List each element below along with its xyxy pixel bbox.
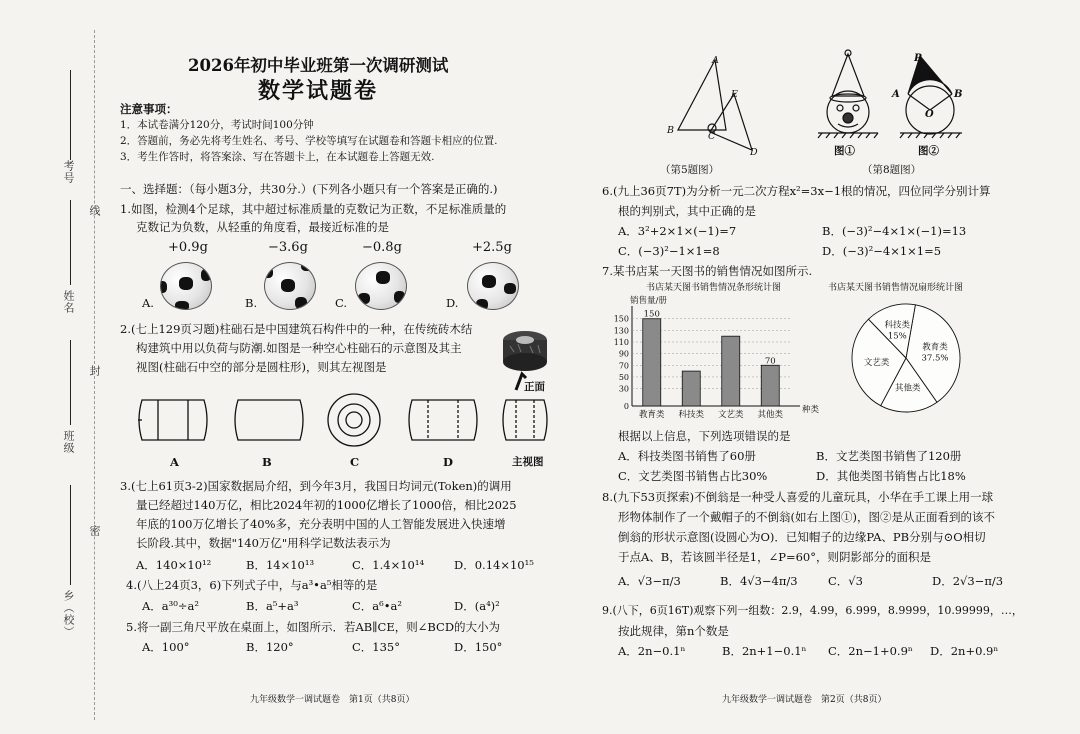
fig8-label-a: A (892, 89, 900, 100)
q9-option-b: B．2n+1−0.1ⁿ (722, 644, 807, 658)
q2-stem-3: 视图(柱础石中空的部分是圆柱形)，则其左视图是 (136, 360, 387, 374)
q7-stem: 7.某书店某一天图书的销售情况如图所示. (602, 264, 813, 278)
q8-option-a: A．√3−π/3 (618, 574, 681, 588)
q8-stem-3: 倒翁的形状示意图(设圆心为O)．已知帽子的边缘PA、PB分别与⊙O相切 (618, 530, 986, 544)
q1-stem-1: 1.如图，检测4个足球，其中超过标准质量的克数记为正数，不足标准质量的 (120, 202, 507, 216)
pie-label: 文艺类 (863, 358, 890, 369)
bar-x-tick-label: 教育类 (638, 410, 665, 420)
q8-stem-4: 于点A、B，若该圆半径是1，∠P=60°，则阴影部分的面积是 (618, 550, 931, 564)
exam-title: 2026年初中毕业班第一次调研测试 (188, 56, 449, 75)
bar-y-tick-label: 70 (618, 361, 629, 371)
q4-option-b: B．a⁵+a³ (246, 599, 299, 613)
fig8-label-o: O (925, 109, 934, 120)
note-3: 3．考生作答时，将答案涂、写在答题卡上，在本试题卷上答题无效. (120, 151, 435, 163)
q2-label-c: C (350, 455, 360, 469)
fig5-label-d: D (750, 147, 758, 158)
bar-chart (600, 292, 830, 428)
q1-mass-c: −0.8g (362, 240, 402, 255)
binding-kaohao: 考号 (62, 160, 75, 184)
bar-x-tick-label: 科技类 (678, 410, 705, 420)
q4-option-a: A．a³⁰÷a² (142, 599, 199, 613)
q7-option-a: A．科技类图书销售了60册 (618, 449, 756, 463)
q8-option-b: B．4√3−4π/3 (720, 574, 798, 588)
bar-其他类 (761, 365, 779, 406)
q7-option-c: C．文艺类图书销售占比30% (618, 469, 768, 483)
fig8-label-b: B (954, 89, 963, 100)
footer-left: 九年级数学一调试题卷 第1页（共8页） (250, 695, 415, 705)
fig8-label-p: P (914, 53, 922, 64)
fig5-label-b: B (667, 125, 674, 136)
q2-stem-1: 2.(七上129页习题)柱础石是中国建筑石构件中的一种，在传统砖木结 (120, 322, 473, 336)
bar-科技类 (682, 371, 700, 406)
fig8-img2: 图② (918, 145, 939, 157)
q1-option-a: A. (142, 296, 154, 310)
bar-y-tick-label: 30 (618, 384, 629, 394)
bar-chart-ylabel: 销售量/册 (630, 296, 667, 306)
bar-y-tick-label: 90 (618, 349, 629, 359)
q8-stem-2: 形物体制作了一个戴帽子的不倒翁(如右上图①)，图②是从正面看到的该不 (618, 510, 995, 524)
q8-option-d: D．2√3−π/3 (932, 574, 1004, 588)
q3-stem-1: 3.(七上61页3-2)国家数据局介绍，到今年3月，我国日均词元(Token)的调用 (120, 479, 512, 493)
soccer-ball-icon (160, 262, 212, 310)
binding-xiangxiao: 乡（校） (62, 590, 75, 638)
section-heading: 一、选择题：（每小题3分，共30分.）(下列各小题只有一个答案是正确的.) (120, 182, 498, 196)
bar-y-tick-label: 130 (613, 326, 629, 336)
pie-label: 其他类 (895, 383, 921, 394)
q1-option-b: B. (245, 296, 258, 310)
q6-option-a: A．3²+2×1×(−1)=7 (618, 224, 737, 238)
soccer-ball-icon (264, 262, 316, 310)
q8-stem-1: 8.(九下53页探索)不倒翁是一种受人喜爱的儿童玩具，小华在手工课上用一球 (602, 490, 994, 504)
q1-option-d: D. (446, 296, 459, 310)
pie-chart (838, 296, 978, 422)
q2-label-b: B (262, 455, 272, 469)
bar-x-tick-label: 其他类 (757, 410, 784, 420)
q6-option-b: B．(−3)²−4×1×(−1)=13 (822, 224, 967, 238)
q2-label-a: A (170, 455, 179, 469)
bar-data-label: 150 (643, 309, 660, 320)
q6-option-d: D．(−3)²−4×1×1=5 (822, 244, 942, 258)
note-1: 1．本试卷满分120分，考试时间100分钟 (120, 119, 314, 131)
exam-subtitle: 数学试题卷 (258, 78, 379, 104)
q3-option-d: D．0.14×10¹⁵ (454, 558, 534, 572)
q5-option-a: A．100° (142, 640, 190, 654)
q6-stem-1: 6.(九上36页7T)为分析一元二次方程x²=3x−1根的情况，四位同学分别计算 (602, 184, 991, 198)
kaohao-blank (70, 70, 71, 160)
q5-option-d: D．150° (454, 640, 503, 654)
q3-stem-2: 量已经超过140万亿，相比2024年初的1000亿增长了1000倍，相比2025 (136, 498, 517, 512)
fig5-label-c: C (708, 131, 716, 142)
bar-教育类 (643, 319, 661, 406)
q9-option-c: C．2n−1+0.9ⁿ (828, 644, 913, 658)
fig8-caption: （第8题图） (862, 164, 922, 176)
front-label: 正面 (524, 381, 545, 393)
bar-文艺类 (722, 336, 740, 406)
soccer-ball-icon (467, 262, 519, 310)
xingming-blank (70, 200, 71, 285)
bar-data-label: 70 (764, 356, 776, 367)
q4-stem: 4.(八上24页3，6)下列式子中，与a³•a⁵相等的是 (126, 578, 378, 592)
q2-view-figures (134, 392, 554, 448)
q2-label-main-view: 主视图 (512, 456, 544, 468)
pie-percent: 37.5% (921, 353, 949, 364)
footer-right: 九年级数学一调试题卷 第2页（共8页） (722, 695, 887, 705)
fig5-label-e: E (731, 89, 738, 100)
binding-banji: 班级 (62, 430, 75, 454)
pie-percent: 15% (887, 331, 907, 342)
q2-stem-2: 构建筑中用以负荷与防潮.如图是一种空心柱础石的示意图及其主 (136, 341, 462, 355)
q3-stem-4: 长阶段.其中，数据"140万亿"用科学记数法表示为 (136, 536, 391, 550)
xiangxiao-blank (70, 485, 71, 585)
q1-stem-2: 克数记为负数，从轻重的角度看，最接近标准的是 (136, 220, 389, 234)
q3-option-a: A．140×10¹² (136, 558, 212, 572)
bar-x-tick-label: 文艺类 (717, 410, 744, 420)
bar-y-tick-label: 110 (613, 338, 629, 347)
q9-stem-1: 9.(八下，6页16T)观察下列一组数：2.9，4.99，6.999，8.9999，10.99999，…， (602, 604, 1023, 617)
q7-option-d: D．其他类图书销售占比18% (816, 469, 966, 483)
bar-chart-xlabel: 种类 (802, 405, 820, 415)
q4-option-d: D．(a⁴)² (454, 599, 500, 613)
q1-mass-d: +2.5g (472, 240, 512, 255)
note-2: 2．答题前，务必先将考生姓名、考号、学校等填写在试题卷和答题卡相应的位置. (120, 135, 498, 147)
fig8-img1: 图① (834, 145, 855, 157)
pie-label: 教育类 (922, 342, 948, 353)
q7-option-b: B．文艺类图书销售了120册 (816, 449, 962, 463)
pie-label: 科技类 (884, 320, 911, 331)
q9-option-d: D．2n+0.9ⁿ (930, 644, 999, 658)
q1-mass-b: −3.6g (268, 240, 308, 255)
binding-mi: 密 (88, 525, 101, 537)
bar-y-tick-label: 150 (613, 314, 629, 324)
q9-stem-2: 按此规律，第n个数是 (618, 624, 729, 638)
binding-xian: 线 (88, 205, 101, 217)
binding-feng: 封 (88, 365, 101, 377)
q3-option-c: C．1.4×10¹⁴ (352, 558, 425, 572)
q5-option-c: C．135° (352, 640, 400, 654)
q5-option-b: B．120° (246, 640, 294, 654)
bar-y-tick-label: 0 (623, 402, 629, 411)
q7-followup: 根据以上信息，下列选项错误的是 (618, 429, 791, 443)
q2-label-d: D (443, 455, 453, 469)
soccer-ball-icon (355, 262, 407, 310)
pie-chart-title: 书店某天图书销售情况扇形统计图 (828, 283, 964, 293)
q5-stem: 5.将一副三角尺平放在桌面上，如图所示．若AB∥CE，则∠BCD的大小为 (126, 620, 501, 634)
q3-stem-3: 年底的100万亿增长了40%多，充分表明中国的人工智能发展进入快速增 (136, 517, 506, 531)
q3-option-b: B．14×10¹³ (246, 558, 315, 572)
binding-xingming: 姓名 (62, 290, 75, 314)
fig5-caption: （第5题图） (660, 164, 720, 176)
bar-chart-title: 书店某天图书销售情况条形统计图 (646, 283, 782, 293)
bar-y-tick-label: 50 (618, 372, 629, 382)
q1-mass-a: +0.9g (168, 240, 208, 255)
q9-option-a: A．2n−0.1ⁿ (618, 644, 686, 658)
q4-option-c: C．a⁶•a² (352, 599, 403, 613)
q8-option-c: C．√3 (828, 574, 863, 588)
banji-blank (70, 340, 71, 425)
q6-stem-2: 根的判别式，其中正确的是 (618, 204, 756, 218)
notes-heading: 注意事项： (120, 102, 178, 116)
fig5-label-a: A (712, 55, 719, 66)
q6-option-c: C．(−3)²−1×1=8 (618, 244, 720, 258)
q1-option-c: C. (335, 296, 348, 310)
